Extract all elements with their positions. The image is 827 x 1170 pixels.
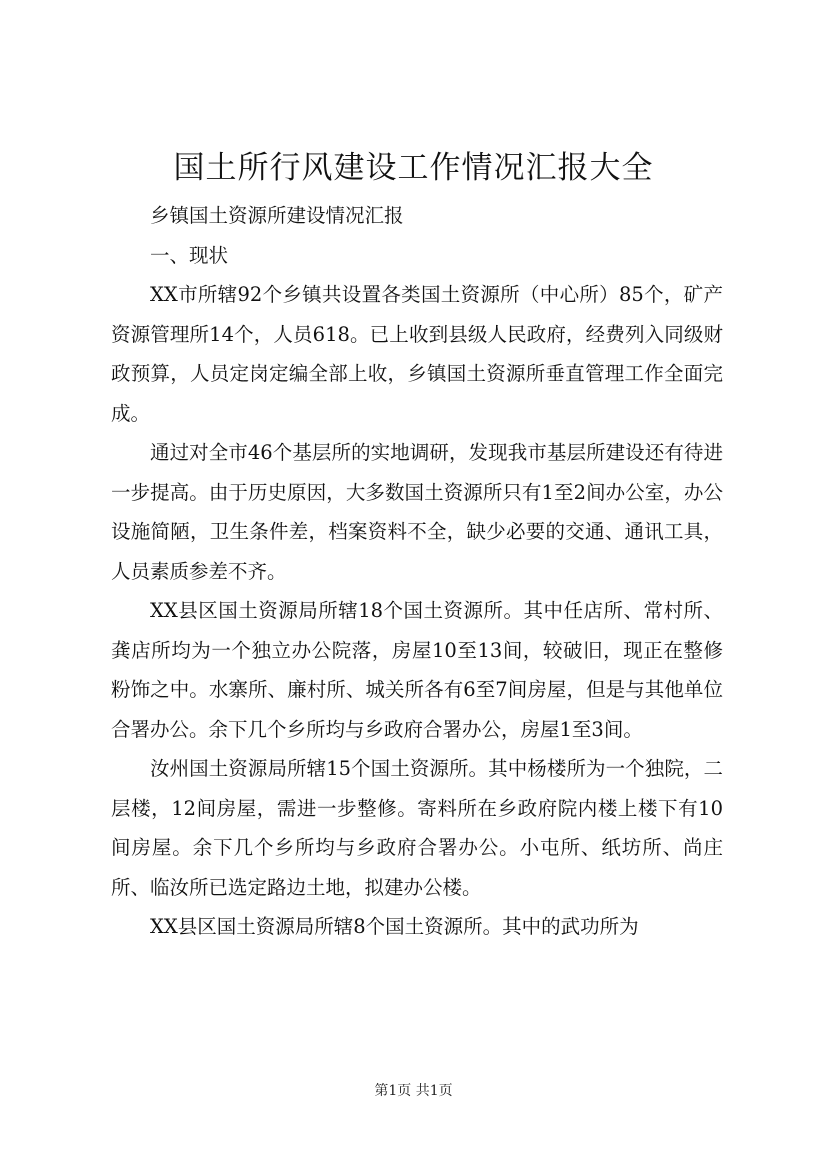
body-paragraph: 汝州国土资源局所辖15个国土资源所。其中杨楼所为一个独院，二层楼，12间房屋，需进一步整修。寄料所在乡政府院内楼上楼下有10间房屋。余下几个乡所均与乡政府合署办公。小屯所、纸坊所、尚庄所、临汝所已选定路边土地，拟建办公楼。: [111, 757, 723, 899]
subsection-heading: 一、现状: [150, 243, 229, 267]
body-paragraph: 通过对全市46个基层所的实地调研，发现我市基层所建设还有待进一步提高。由于历史原因，大多数国土资源所只有1至2间办公室，办公设施简陋，卫生条件差，档案资料不全，缺少必要的交通、通讯工具，人员素质参差不齐。: [111, 441, 723, 583]
page-number-footer: 第1页 共1页: [374, 1083, 453, 1099]
body-paragraph: XX县区国土资源局所辖18个国土资源所。其中任店所、常村所、龚店所均为一个独立办公院落，房屋10至13间，较破旧，现正在整修粉饰之中。水寨所、廉村所、城关所各有6至7间房屋，但是与其他单位合署办公。余下几个乡所均与乡政府合署办公，房屋1至3间。: [111, 599, 723, 741]
section-heading: 乡镇国土资源所建设情况汇报: [150, 204, 404, 227]
document-body: [111, 196, 723, 947]
body-paragraph: XX市所辖92个乡镇共设置各类国土资源所（中心所）85个，矿产资源管理所14个，人员618。已上收到县级人民政府，经费列入同级财政预算，人员定岗定编全部上收，乡镇国土资源所垂直管理工作全面完成。: [111, 283, 723, 425]
body-paragraph: XX县区国土资源局所辖8个国土资源所。其中的武功所为: [150, 915, 639, 938]
document-title: 国土所行风建设工作情况汇报大全: [173, 150, 654, 186]
